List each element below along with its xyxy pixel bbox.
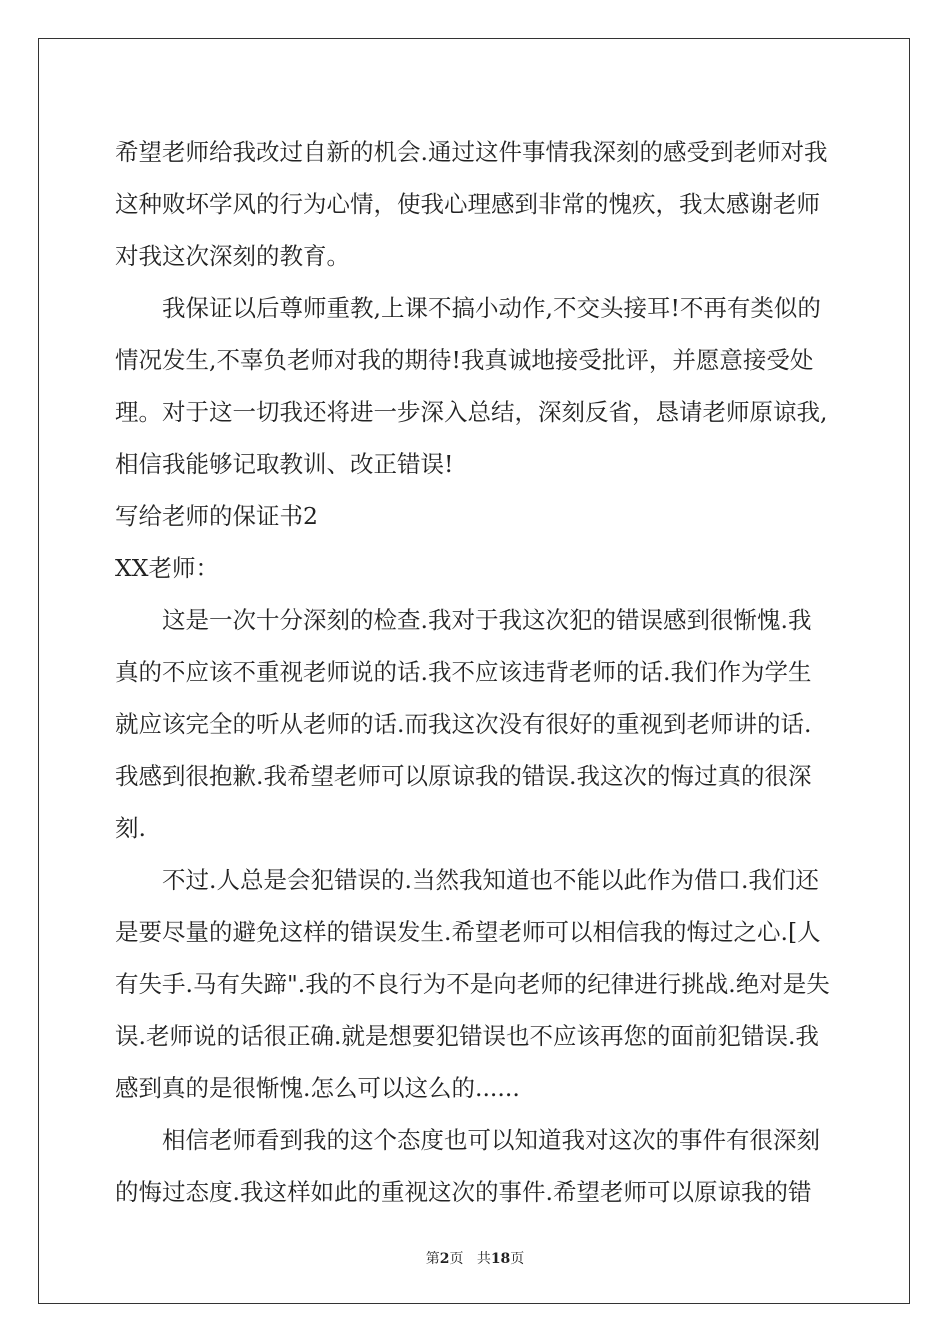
page-footer (0, 1248, 950, 1268)
footer-total-prefix: 共 (476, 1251, 491, 1267)
footer-page-suffix: 页 (449, 1251, 464, 1267)
paragraph-3: 这是一次十分深刻的检查.我对于我这次犯的错误感到很惭愧.我真的不应该不重视老师说的话.我不应该违背老师的话.我们作为学生就应该完全的听从老师的话.而我这次没有很好的重视到老师讲的话.我感到很抱歉.我希望老师可以原谅我的错误.我这次的悔过真的很深刻. (115, 606, 812, 842)
current-page-number: 2 (439, 1251, 450, 1267)
document-body (115, 126, 831, 1218)
paragraph-1: 希望老师给我改过自新的机会.通过这件事情我深刻的感受到老师对我这种败坏学风的行为心情，使我心理感到非常的愧疚，我太感谢老师对我这次深刻的教育。 (115, 138, 828, 270)
footer-prefix: 第 (425, 1251, 440, 1267)
footer-total-suffix: 页 (510, 1251, 525, 1267)
section-heading: 写给老师的保证书2 (115, 502, 318, 530)
paragraph-2: 我保证以后尊师重教,上课不搞小动作,不交头接耳!不再有类似的情况发生,不辜负老师对我的期待!我真诚地接受批评，并愿意接受处理。对于这一切我还将进一步深入总结，深刻反省，恳请老师原谅我,相信我能够记取教训、改正错误! (115, 294, 828, 478)
paragraph-4: 不过.人总是会犯错误的.当然我知道也不能以此作为借口.我们还是要尽量的避免这样的错误发生.希望老师可以相信我的悔过之心.[人有失手.马有失蹄".我的不良行为不是向老师的纪律进行挑战.绝对是失误.老师说的话很正确.就是想要犯错误也不应该再您的面前犯错误.我感到真的是很惭愧.怎么可以这么的...... (115, 866, 830, 1102)
paragraph-5: 相信老师看到我的这个态度也可以知道我对这次的事件有很深刻的悔过态度.我这样如此的重视这次的事件.希望老师可以原谅我的错 (115, 1126, 820, 1206)
total-pages-number: 18 (490, 1251, 511, 1267)
salutation: XX老师： (115, 554, 219, 582)
